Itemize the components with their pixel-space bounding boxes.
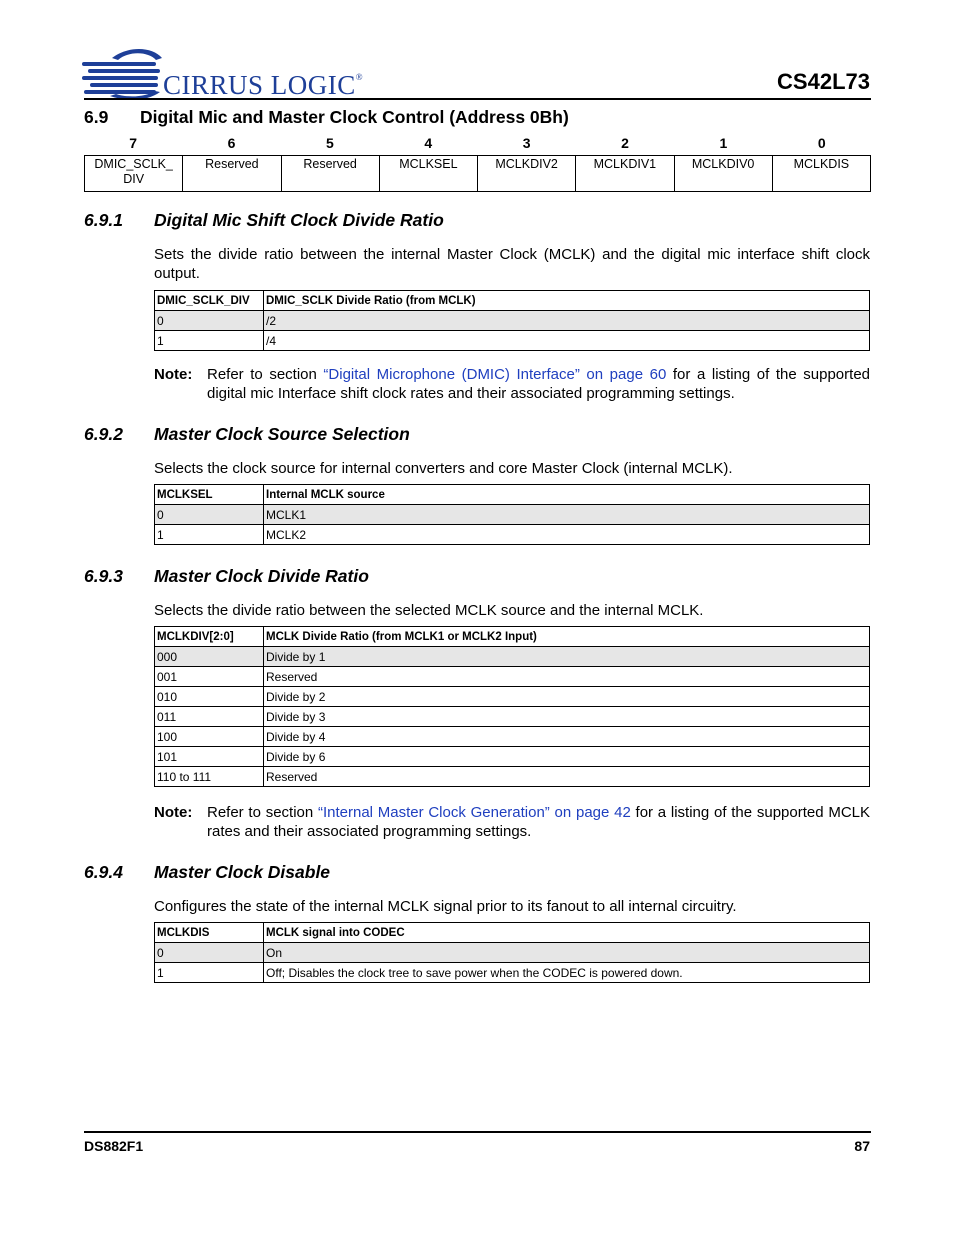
column-header: MCLKDIV[2:0] <box>155 627 264 647</box>
table-header-row <box>155 291 870 311</box>
note-label: Note: <box>154 804 193 821</box>
register-field: MCLKDIV1 <box>576 156 674 192</box>
note: Note: Refer to section “Internal Master Clock Generation” on page 42 for a listing of the supported MCLK rates and their associated programming settings. <box>154 804 870 840</box>
register-field: MCLKSEL <box>379 156 477 192</box>
table-row: 1 MCLK2 <box>155 525 870 545</box>
description: Selects the clock source for internal converters and core Master Clock (internal MCLK). <box>154 460 733 477</box>
register-field: Reserved <box>183 156 281 192</box>
column-header: MCLKSEL <box>155 485 264 505</box>
table-row: 0 MCLK1 <box>155 505 870 525</box>
cross-reference-link[interactable]: “Digital Microphone (DMIC) Interface” on page 60 <box>323 366 667 383</box>
table-row: 0 On <box>155 943 870 963</box>
bit-number: 7 <box>129 135 138 151</box>
table-header-row <box>155 923 870 943</box>
subsection-heading: 6.9.3 Master Clock Divide Ratio <box>84 566 369 586</box>
table-header-row <box>155 627 870 647</box>
subsection-heading: 6.9.4 Master Clock Disable <box>84 862 331 882</box>
table-row: 100 Divide by 4 <box>155 727 870 747</box>
document-id: DS882F1 <box>84 1138 144 1154</box>
column-header: Internal MCLK source <box>264 485 870 505</box>
note-label: Note: <box>154 366 193 383</box>
bit-number: 0 <box>817 135 826 151</box>
subsection-heading: 6.9.1 Digital Mic Shift Clock Divide Ratio <box>84 210 444 230</box>
register-field: MCLKDIS <box>772 156 870 192</box>
column-header: MCLKDIS <box>155 923 264 943</box>
table-row: 000 Divide by 1 <box>155 647 870 667</box>
table-row: 1 /4 <box>155 331 870 351</box>
bit-number: 6 <box>227 135 236 151</box>
table-row: 011 Divide by 3 <box>155 707 870 727</box>
section-heading: 6.9 Digital Mic and Master Clock Control (Address 0Bh) <box>84 107 569 127</box>
table-header-row <box>155 485 870 505</box>
footer-divider <box>84 1131 871 1133</box>
column-header: DMIC_SCLK_DIV <box>155 291 264 311</box>
register-field: Reserved <box>281 156 379 192</box>
bit-number: 3 <box>522 135 531 151</box>
register-field: MCLKDIV0 <box>674 156 772 192</box>
cross-reference-link[interactable]: “Internal Master Clock Generation” on page 42 <box>317 804 631 821</box>
table-row: 101 Divide by 6 <box>155 747 870 767</box>
table-row: 1 Off; Disables the clock tree to save power when the CODEC is powered down. <box>155 963 870 983</box>
description: Sets the divide ratio between the internal Master Clock (MCLK) and the digital mic interface shift clock output. <box>154 246 870 282</box>
bit-number-row <box>84 135 871 151</box>
column-header: DMIC_SCLK Divide Ratio (from MCLK) <box>264 291 870 311</box>
subsection-heading: 6.9.2 Master Clock Source Selection <box>84 424 410 444</box>
note: Note: Refer to section “Digital Microphone (DMIC) Interface” on page 60 for a listing of the supported digital mic Interface shift clock rates and their associated programming settings. <box>154 366 870 402</box>
table-row: 010 Divide by 2 <box>155 687 870 707</box>
field-table <box>154 626 870 787</box>
bit-number: 1 <box>719 135 728 151</box>
bit-number: 2 <box>621 135 629 151</box>
column-header: MCLK Divide Ratio (from MCLK1 or MCLK2 Input) <box>264 627 870 647</box>
header-divider <box>84 98 871 100</box>
bit-number: 5 <box>326 135 334 151</box>
table-row: 0 /2 <box>155 311 870 331</box>
column-header: MCLK signal into CODEC <box>264 923 870 943</box>
register-field: DMIC_SCLK_ DIV <box>85 156 183 192</box>
table-row: 001 Reserved <box>155 667 870 687</box>
table-row: 110 to 111 Reserved <box>155 767 870 787</box>
description: Configures the state of the internal MCLK signal prior to its fanout to all internal circuitry. <box>154 898 737 915</box>
description: Selects the divide ratio between the selected MCLK source and the internal MCLK. <box>154 602 704 619</box>
field-table <box>154 290 870 351</box>
bit-number: 4 <box>424 135 433 151</box>
logo-wordmark: CIRRUS LOGIC® <box>163 70 364 100</box>
part-number: CS42L73 <box>777 69 870 94</box>
field-table <box>154 484 870 545</box>
register-map-table <box>84 155 871 192</box>
field-table <box>154 922 870 983</box>
register-field: MCLKDIV2 <box>478 156 576 192</box>
page-number: 87 <box>854 1138 870 1154</box>
